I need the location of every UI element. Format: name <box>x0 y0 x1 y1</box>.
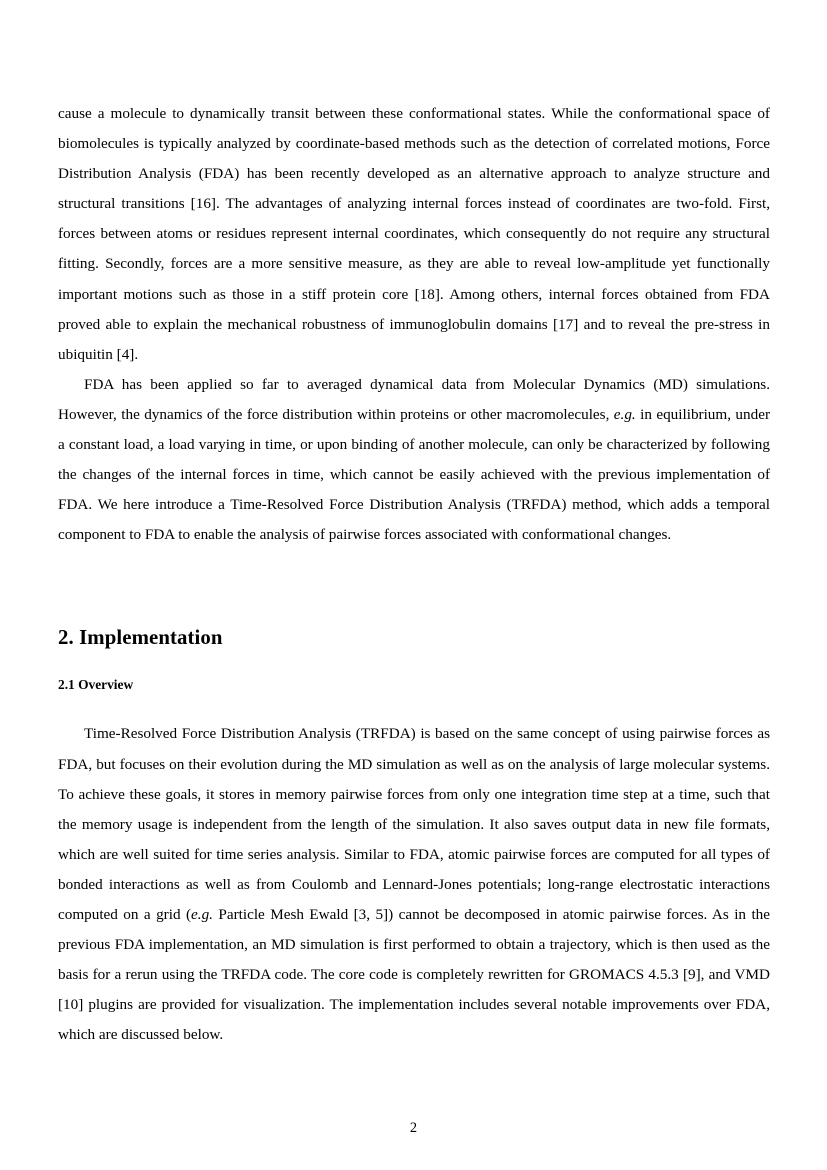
page-content <box>58 99 770 1050</box>
paragraph-text-segment: Time-Resolved Force Distribution Analysis (TRFDA) is based on the same concept of using pairwise forces as FDA, but focuses on their evolution during the MD simulation as well as on the analysis of large molecular systems. To achieve these goals, it stores in memory pairwise forces from only one integration time step at a time, such that the memory usage is independent from the length of the simulation. It also saves output data in new file formats, which are well suited for time series analysis. Similar to FDA, atomic pairwise forces are computed for all types of bonded interactions as well as from Coulomb and Lennard-Jones potentials; long-range electrostatic interactions computed on a grid ( <box>58 725 770 923</box>
paragraph-text-segment: in equilibrium, under a constant load, a load varying in time, or upon binding of another molecule, can only be characterized by following the changes of the internal forces in time, which cannot be easily achieved with the previous implementation of FDA. We here introduce a Time-Resolved Force Distribution Analysis (TRFDA) method, which adds a temporal component to FDA to enable the analysis of pairwise forces associated with conformational changes. <box>58 405 770 544</box>
section-spacer <box>58 550 770 625</box>
paragraph-text-segment: Particle Mesh Ewald [3, 5]) cannot be decomposed in atomic pairwise forces. As in the previous FDA implementation, an MD simulation is first performed to obtain a trajectory, which is then used as the basis for a rerun using the TRFDA code. The core code is completely rewritten for GROMACS 4.5.3 [9], and VMD [10] plugins are provided for visualization. The implementation includes several notable improvements over FDA, which are discussed below. <box>58 905 770 1044</box>
paragraph-fda-applied <box>58 370 770 551</box>
subsection-spacer <box>58 651 770 676</box>
paragraph-text-segment: FDA has been applied so far to averaged dynamical data from Molecular Dynamics (MD) simulations. However, the dynamics of the force distribution within proteins or other macromolecules, <box>58 375 770 423</box>
page-number: 2 <box>409 1120 418 1136</box>
italic-eg-1: e.g. <box>613 405 636 423</box>
subsection-heading-overview: 2.1 Overview <box>58 677 134 693</box>
paragraph-trfda-overview <box>58 719 770 1050</box>
paragraph-spacer <box>58 694 770 719</box>
section-heading-implementation: 2. Implementation <box>58 626 223 650</box>
italic-eg-2: e.g. <box>191 905 213 923</box>
paragraph-continuation: cause a molecule to dynamically transit between these conformational states. While the conformational space of biomolecules is typically analyzed by coordinate-based methods such as the detection of correlated motions, Force Distribution Analysis (FDA) has been recently developed as an alternative approach to analyze structure and structural transitions [16]. The advantages of analyzing internal forces instead of coordinates are two-fold. First, forces between atoms or residues represent internal coordinates, which consequently do not require any structural fitting. Secondly, forces are a more sensitive measure, as they are able to reveal low-amplitude yet functionally important motions such as those in a stiff protein core [18]. Among others, internal forces obtained from FDA proved able to explain the mechanical robustness of immunoglobulin domains [17] and to reveal the pre-stress in ubiquitin [4]. <box>58 105 770 363</box>
